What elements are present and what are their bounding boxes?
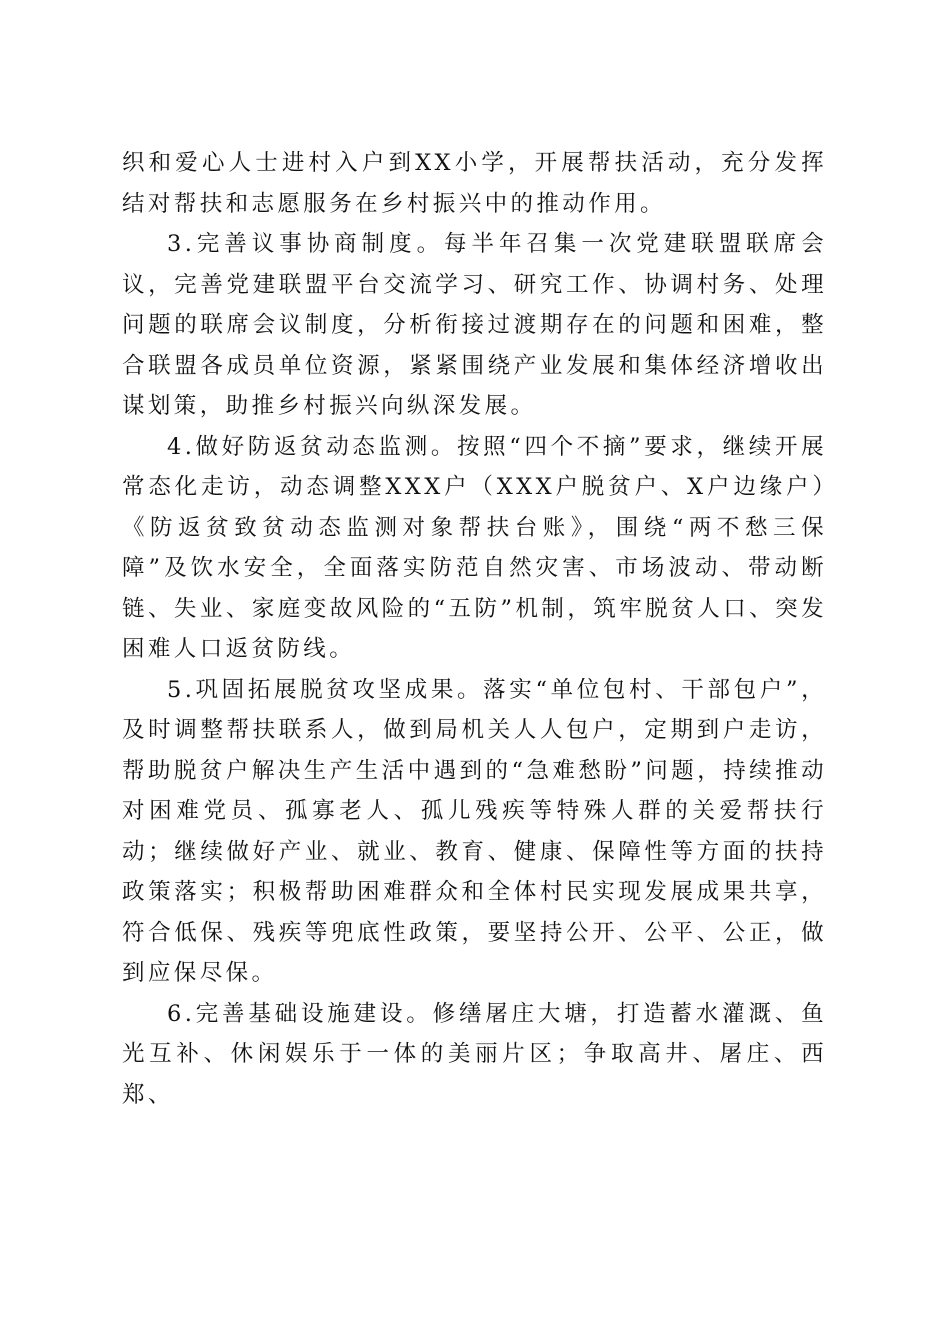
paragraph-item-4: 4.做好防返贫动态监测。按照“四个不摘”要求，继续开展常态化走访，动态调整XXX户（XXX户脱贫户、X户边缘户）《防返贫致贫动态监测对象帮扶台账》，围绕“两不愁三保障”及饮水安全，全面落实防范自然灾害、市场波动、带动断链、失业、家庭变故风险的“五防”机制，筑牢脱贫人口、突发困难人口返贫防线。 bbox=[122, 433, 827, 662]
paragraph-continuation: 织和爱心人士进村入户到XX小学，开展帮扶活动，充分发挥结对帮扶和志愿服务在乡村振兴中的推动作用。 bbox=[122, 150, 827, 217]
paragraph-item-3: 3.完善议事协商制度。每半年召集一次党建联盟联席会议，完善党建联盟平台交流学习、研究工作、协调村务、处理问题的联席会议制度，分析衔接过渡期存在的问题和困难，整合联盟各成员单位资源，紧紧围绕产业发展和集体经济增收出谋划策，助推乡村振兴向纵深发展。 bbox=[122, 231, 827, 419]
paragraph-item-6: 6.完善基础设施建设。修缮屠庄大塘，打造蓄水灌溉、鱼光互补、休闲娱乐于一体的美丽片区；争取高井、屠庄、西郑、 bbox=[122, 1000, 827, 1108]
paragraph-item-5: 5.巩固拓展脱贫攻坚成果。落实“单位包村、干部包户”，及时调整帮扶联系人，做到局机关人人包户，定期到户走访，帮助脱贫户解决生产生活中遇到的“急难愁盼”问题，持续推动对困难党员、孤寡老人、孤儿残疾等特殊人群的关爱帮扶行动；继续做好产业、就业、教育、健康、保障性等方面的扶持政策落实；积极帮助困难群众和全体村民实现发展成果共享，符合低保、残疾等兜底性政策，要坚持公开、公平、公正，做到应保尽保。 bbox=[122, 676, 827, 986]
document-body bbox=[122, 143, 827, 1115]
